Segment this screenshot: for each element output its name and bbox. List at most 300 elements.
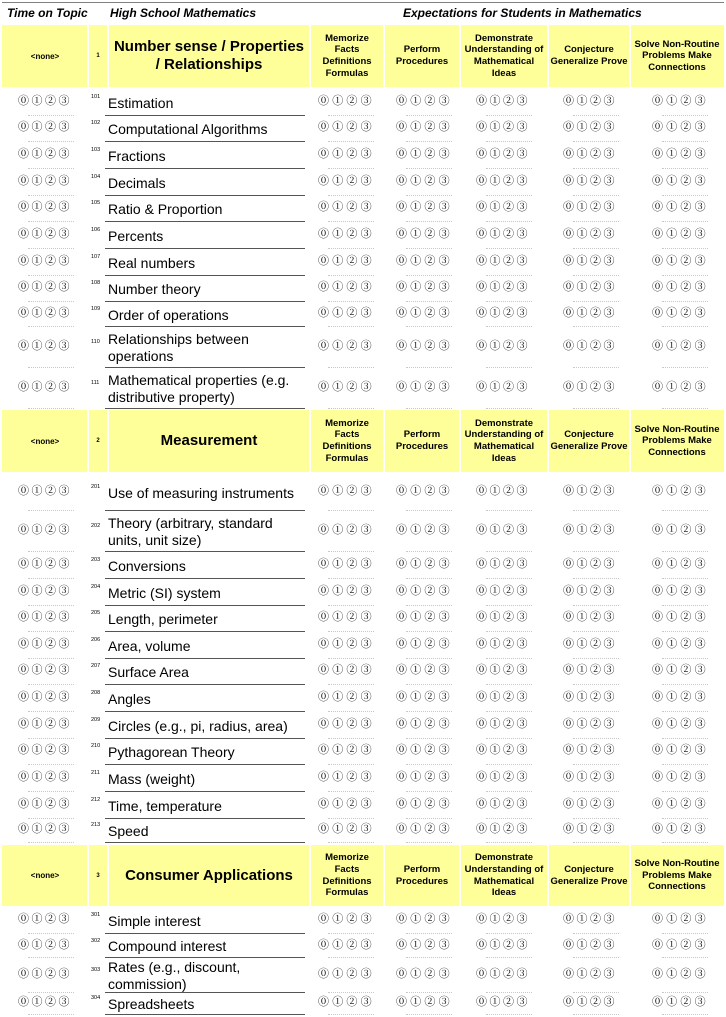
time-on-topic-bubbles[interactable]: ⓪①②③ (18, 228, 72, 240)
expectation-bubbles-4[interactable]: ⓪①②③ (563, 228, 617, 240)
category-header-2 (2, 410, 724, 472)
column-divider (107, 410, 109, 472)
expectation-bubbles-4[interactable]: ⓪①②③ (563, 175, 617, 187)
expectation-bubbles-3[interactable]: ⓪①②③ (476, 121, 530, 133)
expectation-bubbles-2[interactable]: ⓪①②③ (396, 718, 453, 730)
expectation-bubbles-5[interactable]: ⓪①②③ (652, 771, 709, 783)
item-label: Simple interest (108, 912, 201, 929)
item-number: 213 (91, 822, 101, 828)
item-number: 201 (91, 484, 101, 490)
item-underline (105, 221, 305, 222)
expectation-bubbles-1[interactable]: ⓪①②③ (318, 718, 375, 730)
expectation-bubbles-3[interactable]: ⓪①②③ (476, 95, 530, 107)
expectation-bubbles-3[interactable]: ⓪①②③ (476, 638, 530, 650)
item-underline (105, 711, 305, 712)
expectation-bubbles-2[interactable]: ⓪①②③ (396, 558, 453, 570)
expectations-heading: Expectations for Students in Mathematics (403, 6, 642, 20)
expectation-bubbles-1[interactable]: ⓪①②③ (318, 771, 375, 783)
item-label: Computational Algorithms (108, 120, 268, 137)
top-rule (2, 2, 724, 3)
expectation-bubbles-3[interactable]: ⓪①②③ (476, 558, 530, 570)
time-on-topic-bubbles[interactable]: ⓪①②③ (18, 148, 72, 160)
expectation-bubbles-1[interactable]: ⓪①②③ (318, 798, 375, 810)
expectation-bubbles-2[interactable]: ⓪①②③ (396, 611, 453, 623)
expectation-column-5: Solve Non-Routine Problems Make Connections (634, 858, 720, 893)
topic-row (0, 819, 726, 843)
topic-row (0, 223, 726, 249)
expectation-bubbles-4[interactable]: ⓪①②③ (563, 744, 617, 756)
item-underline (105, 326, 305, 327)
time-on-topic-bubbles[interactable]: ⓪①②③ (18, 281, 72, 293)
expectation-bubbles-1[interactable]: ⓪①②③ (318, 307, 375, 319)
category-number: 3 (96, 872, 100, 879)
item-label: Time, temperature (108, 797, 222, 814)
expectation-bubbles-1[interactable]: ⓪①②③ (318, 524, 375, 536)
category-header-1 (2, 25, 724, 87)
item-label: Real numbers (108, 254, 196, 271)
item-number: 101 (91, 94, 101, 100)
expectation-bubbles-1[interactable]: ⓪①②③ (318, 611, 375, 623)
item-underline (105, 791, 305, 792)
category-header-3 (2, 845, 724, 906)
topic-row (0, 328, 726, 368)
expectation-bubbles-4[interactable]: ⓪①②③ (563, 307, 617, 319)
expectation-bubbles-5[interactable]: ⓪①②③ (652, 798, 709, 810)
item-label: Conversions (108, 557, 186, 574)
expectation-bubbles-5[interactable]: ⓪①②③ (652, 307, 709, 319)
column-divider (629, 845, 631, 906)
time-on-topic-bubbles[interactable]: ⓪①②③ (18, 823, 72, 835)
bubble-separator (406, 842, 452, 844)
expectation-bubbles-1[interactable]: ⓪①②③ (318, 201, 375, 213)
topic-row (0, 908, 726, 934)
item-number: 303 (91, 967, 101, 973)
time-on-topic-bubbles[interactable]: ⓪①②③ (18, 558, 72, 570)
expectation-bubbles-5[interactable]: ⓪①②③ (652, 913, 709, 925)
expectation-bubbles-1[interactable]: ⓪①②③ (318, 823, 375, 835)
topic-row (0, 959, 726, 993)
expectation-bubbles-5[interactable]: ⓪①②③ (652, 996, 709, 1008)
subject-heading: High School Mathematics (110, 6, 257, 20)
topic-row (0, 659, 726, 685)
time-on-topic-bubbles[interactable]: ⓪①②③ (18, 381, 72, 393)
expectation-bubbles-3[interactable]: ⓪①②③ (476, 585, 530, 597)
expectation-column-3: Demonstrate Understanding of Mathematical Ideas (464, 852, 544, 899)
expectation-bubbles-2[interactable]: ⓪①②③ (396, 744, 453, 756)
item-number: 204 (91, 584, 101, 590)
expectation-bubbles-4[interactable]: ⓪①②③ (563, 996, 617, 1008)
expectation-bubbles-3[interactable]: ⓪①②③ (476, 175, 530, 187)
bubble-separator (406, 1014, 452, 1016)
item-label: Estimation (108, 94, 174, 111)
expectation-bubbles-2[interactable]: ⓪①②③ (396, 121, 453, 133)
expectation-bubbles-4[interactable]: ⓪①②③ (563, 691, 617, 703)
expectation-bubbles-5[interactable]: ⓪①②③ (652, 175, 709, 187)
expectation-bubbles-5[interactable]: ⓪①②③ (652, 201, 709, 213)
expectation-bubbles-1[interactable]: ⓪①②③ (318, 175, 375, 187)
column-divider (547, 25, 549, 87)
column-divider (309, 410, 311, 472)
expectation-bubbles-2[interactable]: ⓪①②③ (396, 255, 453, 267)
expectation-bubbles-4[interactable]: ⓪①②③ (563, 664, 617, 676)
time-on-topic-bubbles[interactable]: ⓪①②③ (18, 718, 72, 730)
column-divider (459, 845, 461, 906)
expectation-column-2: Perform Procedures (395, 44, 449, 67)
expectation-bubbles-1[interactable]: ⓪①②③ (318, 664, 375, 676)
time-on-topic-bubbles[interactable]: ⓪①②③ (18, 121, 72, 133)
item-number: 206 (91, 637, 101, 643)
expectation-bubbles-4[interactable]: ⓪①②③ (563, 798, 617, 810)
expectation-bubbles-2[interactable]: ⓪①②③ (396, 281, 453, 293)
item-number: 107 (91, 254, 101, 260)
expectation-bubbles-1[interactable]: ⓪①②③ (318, 638, 375, 650)
item-number: 203 (91, 557, 101, 563)
time-on-topic-bubbles[interactable]: ⓪①②③ (18, 524, 72, 536)
expectation-bubbles-3[interactable]: ⓪①②③ (476, 823, 530, 835)
expectation-bubbles-5[interactable]: ⓪①②③ (652, 638, 709, 650)
expectation-bubbles-5[interactable]: ⓪①②③ (652, 611, 709, 623)
column-divider (87, 25, 89, 87)
category-number: 2 (96, 438, 100, 444)
item-label: Use of measuring instruments (108, 484, 294, 501)
item-number: 103 (91, 147, 101, 153)
time-on-topic-bubbles[interactable]: ⓪①②③ (18, 175, 72, 187)
expectation-bubbles-5[interactable]: ⓪①②③ (652, 95, 709, 107)
expectation-bubbles-5[interactable]: ⓪①②③ (652, 340, 709, 352)
topic-row (0, 116, 726, 142)
topic-row (0, 512, 726, 552)
time-on-topic-bubbles[interactable]: ⓪①②③ (18, 307, 72, 319)
expectation-bubbles-2[interactable]: ⓪①②③ (396, 524, 453, 536)
expectation-bubbles-3[interactable]: ⓪①②③ (476, 771, 530, 783)
expectation-bubbles-3[interactable]: ⓪①②③ (476, 201, 530, 213)
time-on-topic-bubbles[interactable]: ⓪①②③ (18, 485, 72, 497)
item-underline (105, 551, 305, 552)
expectation-bubbles-3[interactable]: ⓪①②③ (476, 718, 530, 730)
item-number: 108 (91, 280, 101, 286)
item-number: 104 (91, 174, 101, 180)
category-title: Consumer Applications (125, 866, 293, 884)
expectation-column-2: Perform Procedures (395, 863, 449, 887)
topic-row (0, 793, 726, 819)
expectation-column-1: Memorize Facts Definitions Formulas (322, 32, 372, 79)
expectation-bubbles-4[interactable]: ⓪①②③ (563, 255, 617, 267)
expectation-bubbles-5[interactable]: ⓪①②③ (652, 381, 709, 393)
expectation-column-3: Demonstrate Understanding of Mathematical Ideas (464, 32, 544, 79)
column-divider (383, 410, 385, 472)
expectation-bubbles-2[interactable]: ⓪①②③ (396, 381, 453, 393)
column-divider (107, 25, 109, 87)
topic-row (0, 143, 726, 169)
expectation-bubbles-3[interactable]: ⓪①②③ (476, 744, 530, 756)
expectation-bubbles-5[interactable]: ⓪①②③ (652, 968, 709, 980)
expectation-bubbles-3[interactable]: ⓪①②③ (476, 307, 530, 319)
expectation-bubbles-4[interactable]: ⓪①②③ (563, 121, 617, 133)
category-title: Measurement (160, 432, 258, 449)
expectation-bubbles-1[interactable]: ⓪①②③ (318, 913, 375, 925)
expectation-bubbles-5[interactable]: ⓪①②③ (652, 558, 709, 570)
time-on-topic-bubbles[interactable]: ⓪①②③ (18, 664, 72, 676)
expectation-bubbles-1[interactable]: ⓪①②③ (318, 939, 375, 951)
item-underline (105, 248, 305, 249)
item-label: Compound interest (108, 938, 227, 954)
topic-row (0, 993, 726, 1015)
expectation-bubbles-5[interactable]: ⓪①②③ (652, 718, 709, 730)
item-label: Number theory (108, 280, 201, 297)
item-label: Length, perimeter (108, 610, 218, 627)
column-divider (309, 25, 311, 87)
topic-row (0, 90, 726, 116)
expectation-bubbles-2[interactable]: ⓪①②③ (396, 691, 453, 703)
bubble-separator (573, 1014, 619, 1016)
item-number: 205 (91, 610, 101, 616)
item-underline (105, 957, 305, 958)
expectation-bubbles-4[interactable]: ⓪①②③ (563, 771, 617, 783)
item-label: Rates (e.g., discount, commission) (108, 959, 241, 992)
category-title: Number sense / Properties / Relationships (113, 38, 305, 73)
expectation-bubbles-2[interactable]: ⓪①②③ (396, 968, 453, 980)
expectation-bubbles-3[interactable]: ⓪①②③ (476, 913, 530, 925)
expectation-bubbles-3[interactable]: ⓪①②③ (476, 939, 530, 951)
topic-row (0, 686, 726, 712)
expectation-bubbles-5[interactable]: ⓪①②③ (652, 228, 709, 240)
expectation-bubbles-5[interactable]: ⓪①②③ (652, 744, 709, 756)
expectation-column-1: Memorize Facts Definitions Formulas (322, 417, 372, 464)
item-label: Angles (108, 690, 151, 707)
expectation-bubbles-2[interactable]: ⓪①②③ (396, 175, 453, 187)
time-on-topic-bubbles[interactable]: ⓪①②③ (18, 638, 72, 650)
topic-row (0, 276, 726, 302)
expectation-bubbles-3[interactable]: ⓪①②③ (476, 281, 530, 293)
topic-row (0, 170, 726, 196)
item-number: 109 (91, 306, 101, 312)
item-number: 102 (91, 120, 101, 126)
expectation-bubbles-3[interactable]: ⓪①②③ (476, 228, 530, 240)
item-number: 210 (91, 743, 101, 749)
expectation-bubbles-4[interactable]: ⓪①②③ (563, 611, 617, 623)
topic-row (0, 713, 726, 739)
time-on-topic-bubbles[interactable]: ⓪①②③ (18, 611, 72, 623)
time-on-topic-bubbles[interactable]: ⓪①②③ (18, 968, 72, 980)
none-option-label: <none> (30, 51, 60, 61)
expectation-bubbles-3[interactable]: ⓪①②③ (476, 996, 530, 1008)
bubble-separator (28, 1014, 74, 1016)
expectation-column-1: Memorize Facts Definitions Formulas (322, 852, 372, 899)
expectation-bubbles-2[interactable]: ⓪①②③ (396, 307, 453, 319)
expectation-bubbles-3[interactable]: ⓪①②③ (476, 798, 530, 810)
topic-row (0, 739, 726, 765)
expectation-bubbles-4[interactable]: ⓪①②③ (563, 485, 617, 497)
item-label: Fractions (108, 147, 166, 164)
item-number: 105 (91, 200, 101, 206)
column-divider (629, 25, 631, 87)
bubble-separator (662, 842, 708, 844)
item-underline (105, 1014, 305, 1015)
none-option-label: <none> (30, 436, 60, 446)
item-number: 208 (91, 690, 101, 696)
column-divider (383, 25, 385, 87)
time-on-topic-bubbles[interactable]: ⓪①②③ (18, 771, 72, 783)
expectation-bubbles-5[interactable]: ⓪①②③ (652, 691, 709, 703)
item-underline (105, 510, 305, 511)
expectation-bubbles-3[interactable]: ⓪①②③ (476, 148, 530, 160)
item-number: 301 (91, 912, 101, 918)
expectation-bubbles-1[interactable]: ⓪①②③ (318, 95, 375, 107)
time-on-topic-bubbles[interactable]: ⓪①②③ (18, 585, 72, 597)
expectation-bubbles-4[interactable]: ⓪①②③ (563, 939, 617, 951)
expectation-bubbles-1[interactable]: ⓪①②③ (318, 691, 375, 703)
item-underline (105, 367, 305, 368)
item-label: Metric (SI) system (108, 584, 221, 601)
expectation-bubbles-4[interactable]: ⓪①②③ (563, 913, 617, 925)
expectation-bubbles-4[interactable]: ⓪①②③ (563, 558, 617, 570)
expectation-column-4: Conjecture Generalize Prove (550, 44, 628, 67)
expectation-bubbles-5[interactable]: ⓪①②③ (652, 121, 709, 133)
expectation-bubbles-4[interactable]: ⓪①②③ (563, 340, 617, 352)
expectation-bubbles-4[interactable]: ⓪①②③ (563, 638, 617, 650)
expectation-bubbles-2[interactable]: ⓪①②③ (396, 939, 453, 951)
expectation-bubbles-2[interactable]: ⓪①②③ (396, 798, 453, 810)
expectation-bubbles-1[interactable]: ⓪①②③ (318, 996, 375, 1008)
topic-row (0, 633, 726, 659)
expectation-bubbles-1[interactable]: ⓪①②③ (318, 585, 375, 597)
bubble-separator (28, 842, 74, 844)
time-on-topic-bubbles[interactable]: ⓪①②③ (18, 939, 72, 951)
item-label: Pythagorean Theory (108, 743, 235, 760)
item-underline (105, 578, 305, 579)
expectation-bubbles-4[interactable]: ⓪①②③ (563, 585, 617, 597)
expectation-bubbles-2[interactable]: ⓪①②③ (396, 771, 453, 783)
topic-row (0, 766, 726, 792)
time-on-topic-bubbles[interactable]: ⓪①②③ (18, 913, 72, 925)
item-number: 111 (91, 380, 100, 386)
expectation-bubbles-5[interactable]: ⓪①②③ (652, 939, 709, 951)
expectation-bubbles-1[interactable]: ⓪①②③ (318, 255, 375, 267)
expectation-bubbles-1[interactable]: ⓪①②③ (318, 485, 375, 497)
expectation-bubbles-4[interactable]: ⓪①②③ (563, 524, 617, 536)
time-on-topic-heading: Time on Topic (7, 6, 88, 20)
expectation-bubbles-1[interactable]: ⓪①②③ (318, 381, 375, 393)
expectation-bubbles-1[interactable]: ⓪①②③ (318, 744, 375, 756)
item-label: Order of operations (108, 306, 229, 323)
time-on-topic-bubbles[interactable]: ⓪①②③ (18, 340, 72, 352)
item-number: 110 (91, 339, 100, 345)
expectation-bubbles-2[interactable]: ⓪①②③ (396, 485, 453, 497)
expectation-bubbles-1[interactable]: ⓪①②③ (318, 968, 375, 980)
expectation-bubbles-5[interactable]: ⓪①②③ (652, 148, 709, 160)
expectation-bubbles-5[interactable]: ⓪①②③ (652, 255, 709, 267)
expectation-bubbles-4[interactable]: ⓪①②③ (563, 823, 617, 835)
expectation-bubbles-2[interactable]: ⓪①②③ (396, 913, 453, 925)
column-divider (459, 25, 461, 87)
expectation-bubbles-1[interactable]: ⓪①②③ (318, 148, 375, 160)
item-label: Spreadsheets (108, 995, 195, 1012)
expectation-bubbles-1[interactable]: ⓪①②③ (318, 558, 375, 570)
expectation-bubbles-5[interactable]: ⓪①②③ (652, 524, 709, 536)
expectation-bubbles-3[interactable]: ⓪①②③ (476, 485, 530, 497)
expectation-bubbles-5[interactable]: ⓪①②③ (652, 281, 709, 293)
column-divider (87, 845, 89, 906)
time-on-topic-bubbles[interactable]: ⓪①②③ (18, 255, 72, 267)
time-on-topic-bubbles[interactable]: ⓪①②③ (18, 996, 72, 1008)
time-on-topic-bubbles[interactable]: ⓪①②③ (18, 201, 72, 213)
expectation-bubbles-2[interactable]: ⓪①②③ (396, 228, 453, 240)
time-on-topic-bubbles[interactable]: ⓪①②③ (18, 744, 72, 756)
expectation-bubbles-4[interactable]: ⓪①②③ (563, 968, 617, 980)
time-on-topic-bubbles[interactable]: ⓪①②③ (18, 691, 72, 703)
column-divider (629, 410, 631, 472)
expectation-bubbles-2[interactable]: ⓪①②③ (396, 664, 453, 676)
item-underline (105, 684, 305, 685)
item-underline (105, 842, 305, 843)
expectation-bubbles-2[interactable]: ⓪①②③ (396, 996, 453, 1008)
expectation-bubbles-3[interactable]: ⓪①②③ (476, 255, 530, 267)
expectation-bubbles-1[interactable]: ⓪①②③ (318, 121, 375, 133)
column-divider (459, 410, 461, 472)
expectation-bubbles-2[interactable]: ⓪①②③ (396, 95, 453, 107)
item-number: 207 (91, 663, 101, 669)
expectation-bubbles-4[interactable]: ⓪①②③ (563, 281, 617, 293)
item-label: Mathematical properties (e.g. distributive property) (108, 372, 290, 405)
expectation-bubbles-1[interactable]: ⓪①②③ (318, 228, 375, 240)
expectation-bubbles-5[interactable]: ⓪①②③ (652, 485, 709, 497)
item-number: 212 (91, 797, 101, 803)
expectation-bubbles-3[interactable]: ⓪①②③ (476, 691, 530, 703)
item-underline (105, 764, 305, 765)
item-underline (105, 141, 305, 142)
topic-row (0, 580, 726, 606)
expectation-bubbles-3[interactable]: ⓪①②③ (476, 968, 530, 980)
expectation-bubbles-2[interactable]: ⓪①②③ (396, 585, 453, 597)
expectation-bubbles-3[interactable]: ⓪①②③ (476, 611, 530, 623)
expectation-bubbles-2[interactable]: ⓪①②③ (396, 638, 453, 650)
expectation-bubbles-2[interactable]: ⓪①②③ (396, 340, 453, 352)
bubble-separator (328, 842, 374, 844)
column-divider (87, 410, 89, 472)
topic-row (0, 475, 726, 511)
expectation-bubbles-3[interactable]: ⓪①②③ (476, 524, 530, 536)
expectation-bubbles-4[interactable]: ⓪①②③ (563, 201, 617, 213)
bubble-separator (486, 842, 532, 844)
expectation-column-5: Solve Non-Routine Problems Make Connections (634, 423, 720, 458)
expectation-bubbles-1[interactable]: ⓪①②③ (318, 340, 375, 352)
time-on-topic-bubbles[interactable]: ⓪①②③ (18, 95, 72, 107)
expectation-bubbles-3[interactable]: ⓪①②③ (476, 340, 530, 352)
expectation-bubbles-2[interactable]: ⓪①②③ (396, 823, 453, 835)
expectation-bubbles-4[interactable]: ⓪①②③ (563, 95, 617, 107)
expectation-bubbles-2[interactable]: ⓪①②③ (396, 148, 453, 160)
expectation-bubbles-3[interactable]: ⓪①②③ (476, 381, 530, 393)
item-label: Mass (weight) (108, 770, 196, 787)
item-number: 302 (91, 938, 101, 944)
expectation-bubbles-4[interactable]: ⓪①②③ (563, 148, 617, 160)
item-number: 209 (91, 717, 101, 723)
item-label: Decimals (108, 174, 166, 191)
expectation-bubbles-5[interactable]: ⓪①②③ (652, 664, 709, 676)
item-underline (105, 408, 305, 409)
item-label: Speed (108, 822, 149, 839)
expectation-bubbles-1[interactable]: ⓪①②③ (318, 281, 375, 293)
expectation-bubbles-5[interactable]: ⓪①②③ (652, 823, 709, 835)
time-on-topic-bubbles[interactable]: ⓪①②③ (18, 798, 72, 810)
expectation-bubbles-4[interactable]: ⓪①②③ (563, 381, 617, 393)
item-number: 202 (91, 523, 101, 529)
expectation-bubbles-5[interactable]: ⓪①②③ (652, 585, 709, 597)
expectation-bubbles-2[interactable]: ⓪①②③ (396, 201, 453, 213)
category-number: 1 (96, 53, 100, 59)
expectation-bubbles-3[interactable]: ⓪①②③ (476, 664, 530, 676)
expectation-bubbles-4[interactable]: ⓪①②③ (563, 718, 617, 730)
